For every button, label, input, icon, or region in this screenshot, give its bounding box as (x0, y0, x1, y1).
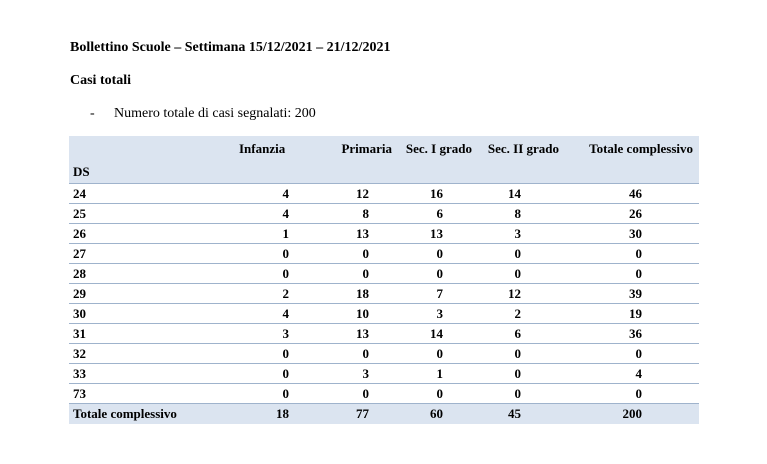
value-cell: 0 (475, 244, 561, 264)
total-cell: 77 (295, 404, 395, 425)
ds-cell: 28 (69, 264, 221, 284)
table-row (69, 344, 699, 364)
table-row (69, 284, 699, 304)
value-cell: 0 (561, 384, 699, 404)
column-header: Sec. I grado (395, 136, 475, 184)
value-cell: 19 (561, 304, 699, 324)
value-cell: 39 (561, 284, 699, 304)
value-cell: 8 (295, 204, 395, 224)
column-header: Infanzia (221, 136, 295, 184)
table-row (69, 184, 699, 204)
column-header: Totale complessivo (561, 136, 699, 184)
table-row (69, 204, 699, 224)
total-row (69, 404, 699, 425)
value-cell: 2 (221, 284, 295, 304)
column-header: Sec. II grado (475, 136, 561, 184)
value-cell: 0 (475, 344, 561, 364)
table-row (69, 364, 699, 384)
value-cell: 30 (561, 224, 699, 244)
bullet-text: Numero totale di casi segnalati: 200 (114, 106, 316, 121)
value-cell: 4 (561, 364, 699, 384)
value-cell: 14 (475, 184, 561, 204)
table-row (69, 304, 699, 324)
value-cell: 2 (475, 304, 561, 324)
ds-cell: 73 (69, 384, 221, 404)
value-cell: 1 (395, 364, 475, 384)
value-cell: 0 (221, 364, 295, 384)
bullet-item (90, 106, 316, 122)
value-cell: 3 (295, 364, 395, 384)
ds-cell: 30 (69, 304, 221, 324)
value-cell: 0 (221, 384, 295, 404)
ds-cell: 27 (69, 244, 221, 264)
ds-cell: 24 (69, 184, 221, 204)
ds-cell: 32 (69, 344, 221, 364)
value-cell: 6 (395, 204, 475, 224)
value-cell: 10 (295, 304, 395, 324)
cases-table (69, 136, 699, 424)
value-cell: 36 (561, 324, 699, 344)
value-cell: 0 (295, 264, 395, 284)
value-cell: 13 (295, 324, 395, 344)
value-cell: 4 (221, 204, 295, 224)
bullet-marker: - (90, 106, 95, 121)
value-cell: 46 (561, 184, 699, 204)
table-row (69, 224, 699, 244)
table-row (69, 244, 699, 264)
value-cell: 3 (475, 224, 561, 244)
value-cell: 13 (295, 224, 395, 244)
ds-cell: 29 (69, 284, 221, 304)
value-cell: 0 (295, 244, 395, 264)
value-cell: 4 (221, 184, 295, 204)
value-cell: 16 (395, 184, 475, 204)
row-header-label: DS (69, 136, 221, 184)
section-title: Casi totali (70, 73, 132, 88)
value-cell: 0 (295, 384, 395, 404)
table-header-row (69, 136, 699, 184)
value-cell: 3 (221, 324, 295, 344)
table-body (69, 184, 699, 404)
value-cell: 18 (295, 284, 395, 304)
value-cell: 3 (395, 304, 475, 324)
value-cell: 14 (395, 324, 475, 344)
value-cell: 0 (395, 244, 475, 264)
ds-cell: 26 (69, 224, 221, 244)
value-cell: 0 (395, 264, 475, 284)
value-cell: 12 (475, 284, 561, 304)
value-cell: 0 (475, 364, 561, 384)
value-cell: 0 (221, 264, 295, 284)
column-header: Primaria (295, 136, 395, 184)
document-title: Bollettino Scuole – Settimana 15/12/2021 – 21/12/2021 (70, 40, 391, 55)
value-cell: 0 (475, 264, 561, 284)
value-cell: 0 (561, 264, 699, 284)
ds-cell: 25 (69, 204, 221, 224)
value-cell: 1 (221, 224, 295, 244)
total-cell: 18 (221, 404, 295, 425)
value-cell: 0 (221, 344, 295, 364)
value-cell: 0 (395, 384, 475, 404)
ds-cell: 33 (69, 364, 221, 384)
value-cell: 0 (475, 384, 561, 404)
value-cell: 0 (221, 244, 295, 264)
value-cell: 26 (561, 204, 699, 224)
value-cell: 0 (561, 344, 699, 364)
value-cell: 4 (221, 304, 295, 324)
ds-cell: 31 (69, 324, 221, 344)
value-cell: 6 (475, 324, 561, 344)
table-row (69, 264, 699, 284)
total-cell: 60 (395, 404, 475, 425)
total-cell: 45 (475, 404, 561, 425)
total-cell: 200 (561, 404, 699, 425)
value-cell: 8 (475, 204, 561, 224)
value-cell: 12 (295, 184, 395, 204)
value-cell: 0 (295, 344, 395, 364)
value-cell: 0 (395, 344, 475, 364)
table-row (69, 324, 699, 344)
value-cell: 13 (395, 224, 475, 244)
total-row-label: Totale complessivo (69, 404, 221, 425)
value-cell: 0 (561, 244, 699, 264)
value-cell: 7 (395, 284, 475, 304)
table-row (69, 384, 699, 404)
